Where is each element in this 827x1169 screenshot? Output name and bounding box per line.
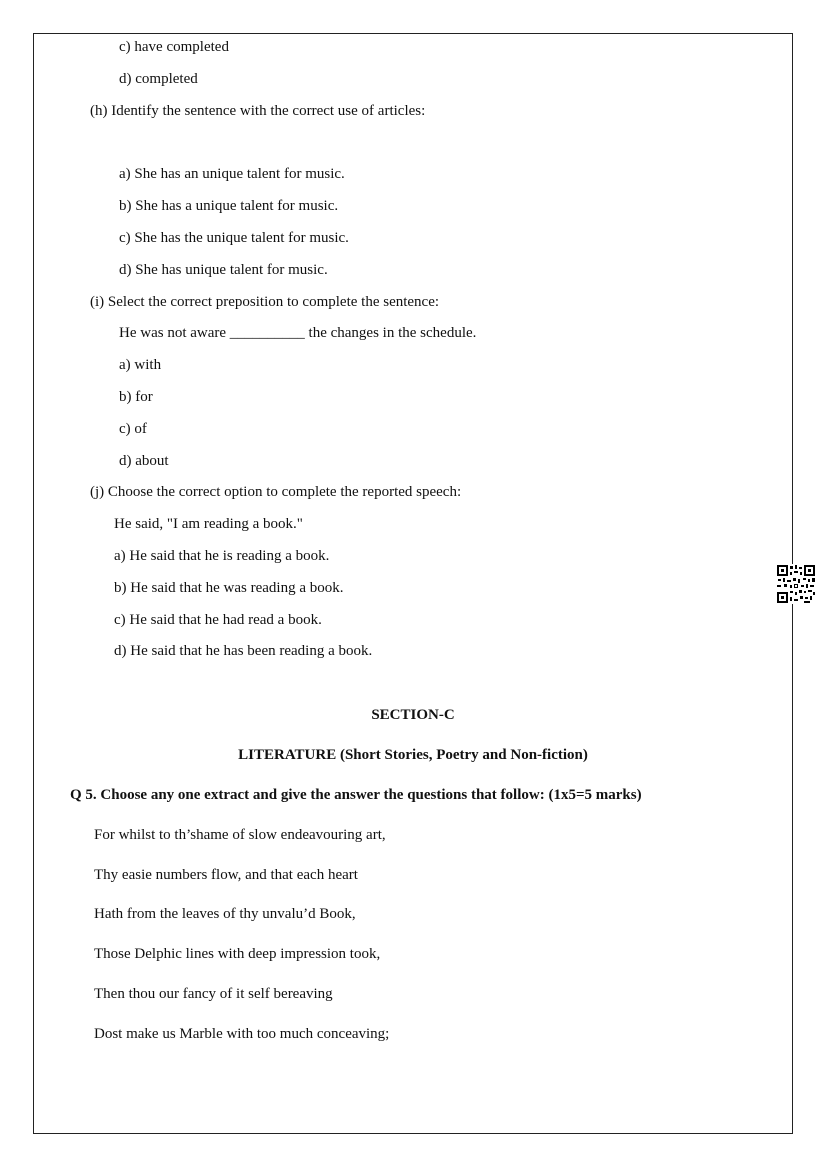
option-g-d: d) completed bbox=[119, 71, 198, 87]
option-h-a: a) She has an unique talent for music. bbox=[119, 166, 345, 182]
question-i-sentence: He was not aware __________ the changes in the schedule. bbox=[119, 325, 477, 341]
poem-line: Those Delphic lines with deep impression took, bbox=[94, 946, 381, 962]
poem-line: Hath from the leaves of thy unvalu’d Book, bbox=[94, 906, 356, 922]
option-j-a: a) He said that he is reading a book. bbox=[114, 548, 330, 564]
poem-line: Dost make us Marble with too much conceaving; bbox=[94, 1026, 390, 1042]
question-j-prompt: (j) Choose the correct option to complete the reported speech: bbox=[90, 484, 462, 500]
option-i-d: d) about bbox=[119, 453, 169, 469]
qr-code-icon bbox=[776, 564, 816, 604]
poem-line: For whilst to th’shame of slow endeavouring art, bbox=[94, 827, 386, 843]
question-i-prompt: (i) Select the correct preposition to complete the sentence: bbox=[90, 294, 440, 310]
option-i-a: a) with bbox=[119, 357, 162, 373]
section-subtitle: LITERATURE (Short Stories, Poetry and Non-fiction) bbox=[238, 747, 588, 763]
option-j-c: c) He said that he had read a book. bbox=[114, 612, 322, 628]
poem-line: Then thou our fancy of it self bereaving bbox=[94, 986, 333, 1002]
section-title: SECTION-C bbox=[371, 707, 455, 723]
option-j-b: b) He said that he was reading a book. bbox=[114, 580, 344, 596]
option-h-d: d) She has unique talent for music. bbox=[119, 262, 328, 278]
poem-line: Thy easie numbers flow, and that each heart bbox=[94, 867, 358, 883]
option-i-c: c) of bbox=[119, 421, 147, 437]
option-j-d: d) He said that he has been reading a book. bbox=[114, 643, 373, 659]
question-h-prompt: (h) Identify the sentence with the correct use of articles: bbox=[90, 103, 426, 119]
option-i-b: b) for bbox=[119, 389, 153, 405]
question-j-sentence: He said, "I am reading a book." bbox=[114, 516, 303, 532]
option-g-c: c) have completed bbox=[119, 39, 229, 55]
option-h-b: b) She has a unique talent for music. bbox=[119, 198, 339, 214]
option-h-c: c) She has the unique talent for music. bbox=[119, 230, 349, 246]
question-5-prompt: Q 5. Choose any one extract and give the answer the questions that follow: (1x5=5 marks) bbox=[70, 787, 642, 803]
